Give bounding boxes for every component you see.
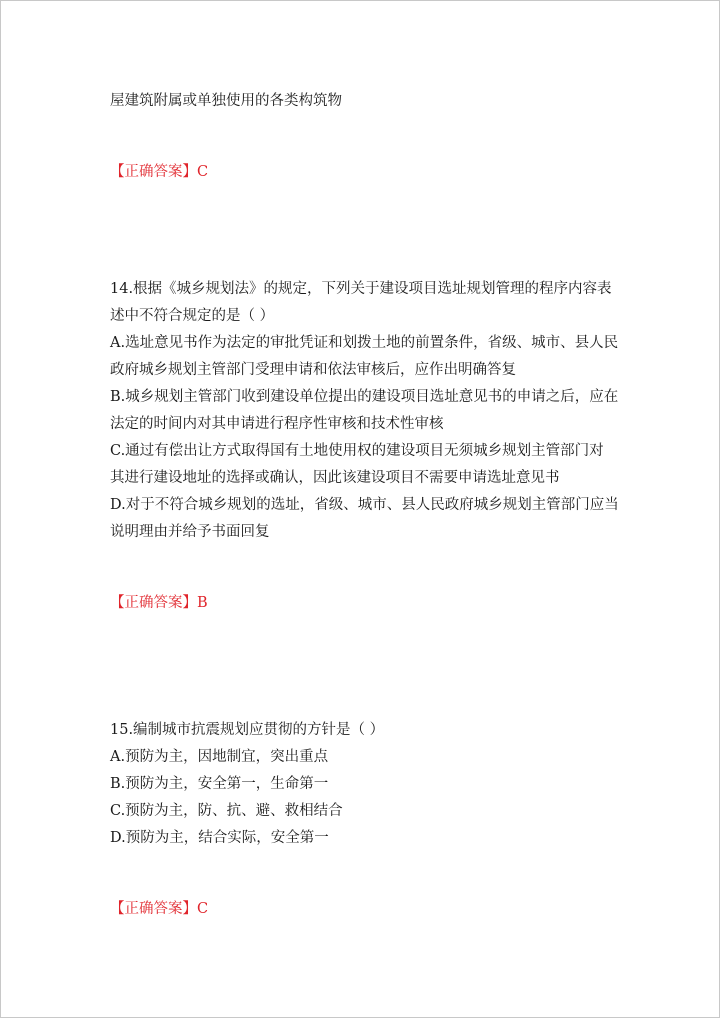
document-content xyxy=(110,88,630,923)
q14-option-c-line-1: C.通过有偿出让方式取得国有土地使用权的建设项目无须城乡规划主管部门对 xyxy=(110,443,604,459)
answer-q14: 【正确答案】B xyxy=(110,595,208,611)
q14-option-c-line-2: 其进行建设地址的选择或确认，因此该建设项目不需要申请选址意见书 xyxy=(110,470,560,486)
answer-q15: 【正确答案】C xyxy=(110,901,209,917)
question-15 xyxy=(110,717,630,852)
q14-option-d-line-2: 说明理由并给予书面回复 xyxy=(110,524,270,540)
q14-option-b-line-1: B.城乡规划主管部门收到建设单位提出的建设项目选址意见书的申请之后，应在 xyxy=(110,389,619,405)
q15-option-b: B.预防为主，安全第一，生命第一 xyxy=(110,776,329,792)
q15-option-d: D.预防为主，结合实际，安全第一 xyxy=(110,830,329,846)
q15-stem: 15.编制城市抗震规划应贯彻的方针是（ ） xyxy=(110,722,385,738)
fragment-line: 屋建筑附属或单独使用的各类构筑物 xyxy=(110,93,342,109)
q15-option-c: C.预防为主，防、抗、避、救相结合 xyxy=(110,803,343,819)
answer-q13: 【正确答案】C xyxy=(110,164,209,180)
q14-option-a-line-2: 政府城乡规划主管部门受理申请和依法审核后，应作出明确答复 xyxy=(110,362,516,378)
q14-option-d-line-1: D.对于不符合城乡规划的选址，省级、城市、县人民政府城乡规划主管部门应当 xyxy=(110,497,619,513)
q15-option-a: A.预防为主，因地制宜，突出重点 xyxy=(110,749,329,765)
q14-stem-line-1: 14.根据《城乡规划法》的规定，下列关于建设项目选址规划管理的程序内容表 xyxy=(110,281,612,297)
q14-option-a-line-1: A.选址意见书作为法定的审批凭证和划拨土地的前置条件，省级、城市、县人民 xyxy=(110,335,619,351)
question-14 xyxy=(110,276,630,546)
q14-stem-line-2: 述中不符合规定的是（ ） xyxy=(110,308,275,324)
q14-option-b-line-2: 法定的时间内对其申请进行程序性审核和技术性审核 xyxy=(110,416,444,432)
